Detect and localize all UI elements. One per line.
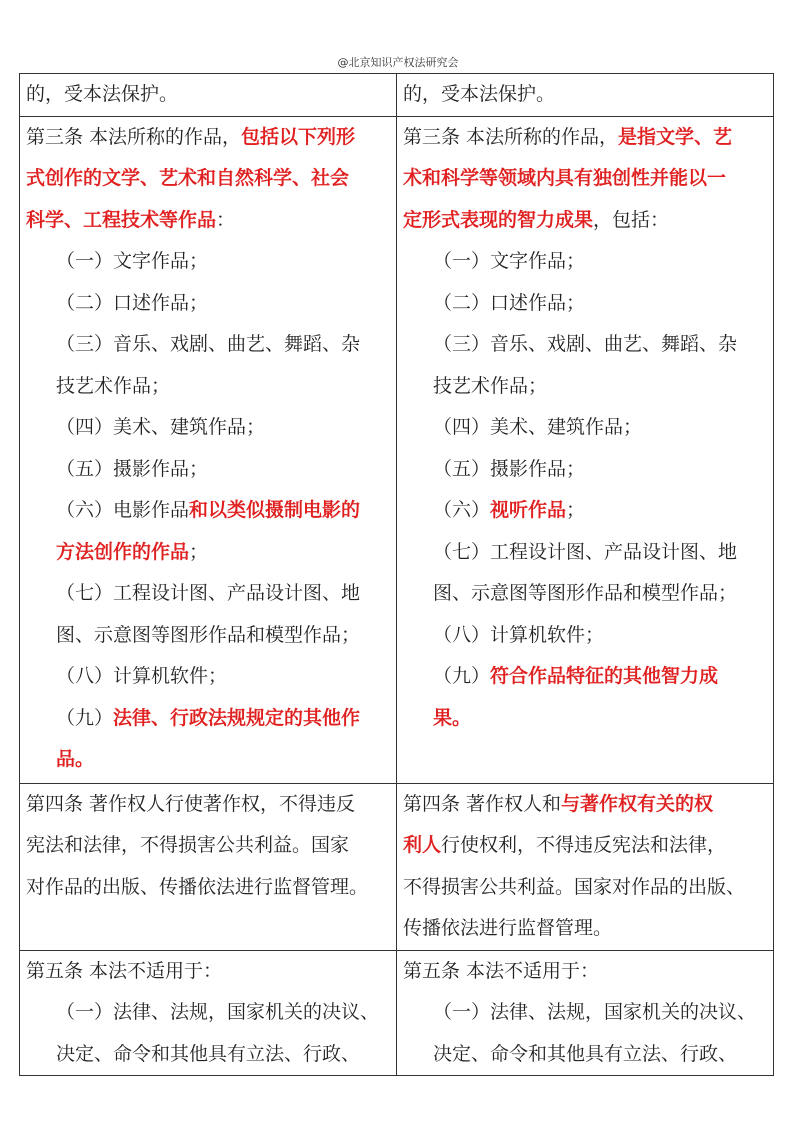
list-item: （一）法律、法规，国家机关的决议、 [56,1001,380,1023]
text-span: ： [216,208,236,231]
text-span: 第三条 本法所称的作品， [403,125,619,148]
changed-text: 视听作品 [490,499,567,521]
text-span: 第四条 著作权人和 [403,792,562,815]
changed-text: 与著作权有关的权 [561,792,714,815]
list-item: 技艺术作品； [56,374,171,397]
changed-text: 是指文学、艺 [618,125,733,148]
table-row [20,116,774,783]
list-item [26,698,396,740]
text-span: 第三条 本法所称的作品， [26,125,242,148]
text-line [403,825,773,867]
changed-text: 科学、工程技术等作品 [26,208,217,231]
text-span: ； [566,499,586,521]
list-item: 决定、命令和其他具有立法、行政、 [433,1042,738,1065]
list-item [403,490,773,532]
changed-text: 果。 [433,706,472,729]
list-item: 决定、命令和其他具有立法、行政、 [56,1042,361,1065]
list-item: 图、示意图等图形作品和模型作品； [433,582,738,604]
list-item: （三）音乐、戏剧、曲艺、舞蹈、杂 [56,333,361,355]
text-span: 行使权利，不得违反宪法和法律， [441,834,727,856]
new-text-cell [397,74,774,117]
changed-text: 和以类似摄制电影的 [189,499,361,521]
text-span: ； [189,540,209,563]
list-item [26,490,396,532]
changed-text: 式创作的文学、艺术和自然科学、社会 [26,167,350,189]
changed-text: 方法创作的作品 [56,540,190,563]
old-text-cell [20,74,397,117]
list-item: （一）文字作品； [433,250,586,272]
list-item: （八）计算机软件； [433,623,605,646]
comparison-table [19,73,774,1076]
changed-text: 定形式表现的智力成果 [403,208,594,231]
list-item: 技艺术作品； [433,374,548,397]
list-item: （五）摄影作品； [433,457,586,480]
text-line: 第五条 本法不适用于： [403,959,600,982]
text-line: 传播依法进行监督管理。 [403,917,613,939]
list-item: （三）音乐、戏剧、曲艺、舞蹈、杂 [433,333,738,355]
table-row [20,783,774,950]
list-item: （八）计算机软件； [56,665,228,687]
text-line [403,117,773,159]
list-item: 图、示意图等图形作品和模型作品； [56,623,361,646]
list-item: （二）口述作品； [433,291,586,314]
list-item: （一）法律、法规，国家机关的决议、 [433,1001,757,1023]
changed-text: 符合作品特征的其他智力成 [490,665,719,687]
table-row [20,950,774,1076]
text-line: 第五条 本法不适用于： [26,959,223,982]
text-line: 宪法和法律，不得损害公共利益。国家 [26,834,350,856]
list-item: （四）美术、建筑作品； [433,416,643,438]
text-line [403,784,773,826]
text-span: ，包括： [593,208,670,231]
list-item: （一）文字作品； [56,250,209,272]
changed-text: 法律、行政法规规定的其他作 [113,706,361,729]
new-article-3-cell [397,116,774,783]
text-line [403,200,773,242]
changed-text: 包括以下列形 [241,125,356,148]
text-line [26,117,396,159]
text-span: （九） [433,665,491,687]
list-item: （五）摄影作品； [56,457,209,480]
text-line: 的，受本法保护。 [26,83,179,105]
new-article-5-cell [397,950,774,1076]
old-article-3-cell [20,116,397,783]
text-line: 的，受本法保护。 [403,83,556,105]
text-line: 第四条 著作权人行使著作权，不得违反 [26,792,356,815]
changed-text: 品。 [56,748,95,770]
list-item: （二）口述作品； [56,291,209,314]
watermark-caption: @北京知识产权法研究会 [337,56,459,69]
changed-text: 利人 [403,834,442,856]
old-article-5-cell [20,950,397,1076]
list-item [26,532,396,574]
text-line: 对作品的出版、传播依法进行监督管理。 [26,875,369,898]
list-item: （七）工程设计图、产品设计图、地 [433,540,738,563]
text-span: （六）电影作品 [56,499,190,521]
new-article-4-cell [397,783,774,950]
text-span: （九） [56,706,114,729]
text-line [26,200,396,242]
list-item [403,656,773,698]
table-row [20,74,774,117]
list-item: （七）工程设计图、产品设计图、地 [56,582,361,604]
old-article-4-cell [20,783,397,950]
list-item: （四）美术、建筑作品； [56,416,266,438]
changed-text: 术和科学等领域内具有独创性并能以一 [403,167,727,189]
text-line: 不得损害公共利益。国家对作品的出版、 [403,875,746,898]
text-span: （六） [433,499,491,521]
